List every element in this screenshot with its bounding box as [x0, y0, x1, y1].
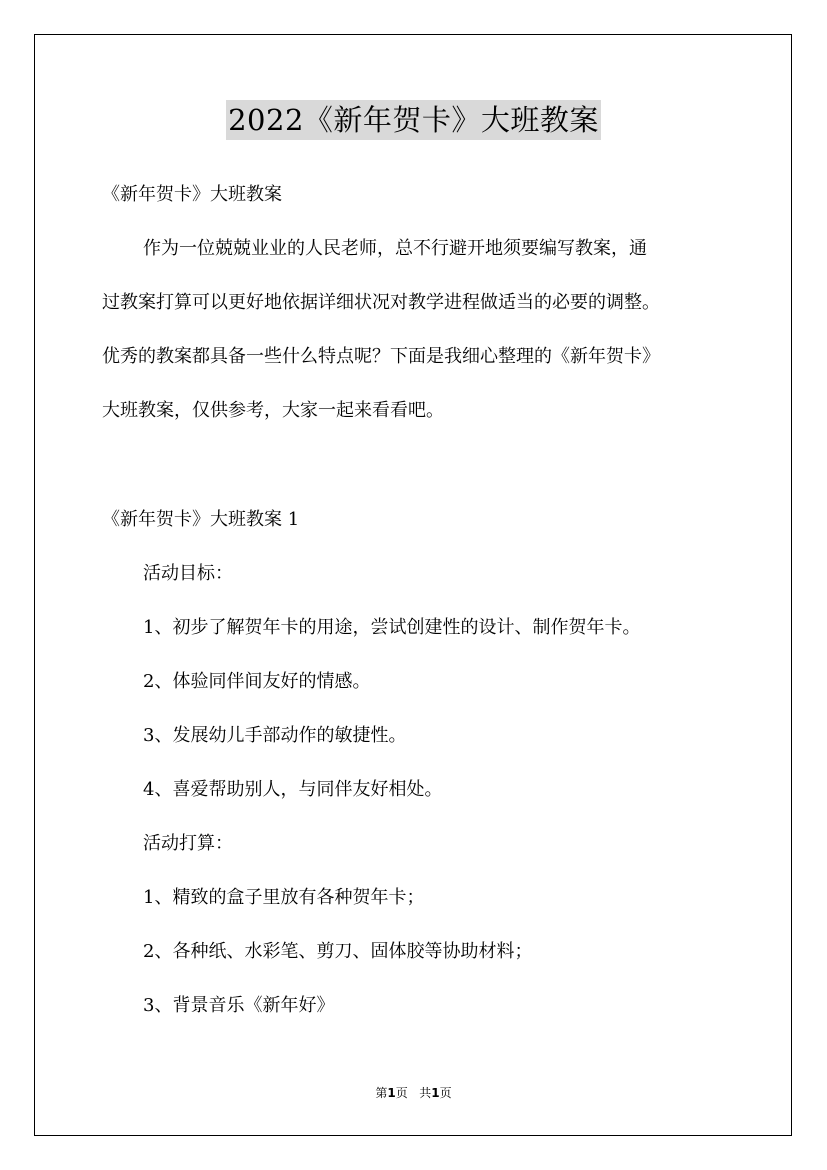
footer-total-number: 1: [431, 1086, 440, 1100]
footer-page-suffix: 页: [395, 1086, 408, 1100]
document-subtitle: 《新年贺卡》大班教案: [102, 184, 282, 205]
document-title: 2022《新年贺卡》大班教案: [226, 100, 601, 140]
footer-page-prefix: 第: [375, 1086, 388, 1100]
title-container: [0, 100, 827, 140]
page-footer: [0, 1085, 827, 1101]
goal-item: 3、发展幼儿手部动作的敏捷性。: [143, 725, 407, 746]
section-heading: 《新年贺卡》大班教案 1: [102, 509, 300, 530]
intro-line: 作为一位兢兢业业的人民老师，总不行避开地须要编写教案，通: [143, 238, 647, 259]
goal-item: 2、体验同伴间友好的情感。: [143, 671, 371, 692]
goal-item: 1、初步了解贺年卡的用途，尝试创建性的设计、制作贺年卡。: [143, 617, 641, 638]
intro-line: 过教案打算可以更好地依据详细状况对教学进程做适当的必要的调整。: [102, 292, 660, 313]
prep-item: 3、背景音乐《新年好》: [143, 995, 335, 1016]
footer-total-suffix: 页: [439, 1086, 452, 1100]
intro-line: 优秀的教案都具备一些什么特点呢？下面是我细心整理的《新年贺卡》: [102, 346, 660, 367]
goals-label: 活动目标：: [143, 563, 233, 584]
prep-label: 活动打算：: [143, 833, 233, 854]
footer-page-number: 1: [387, 1086, 396, 1100]
footer-total-prefix: 共: [419, 1086, 432, 1100]
intro-line: 大班教案，仅供参考，大家一起来看看吧。: [102, 400, 444, 421]
goal-item: 4、喜爱帮助别人，与同伴友好相处。: [143, 779, 443, 800]
prep-item: 1、精致的盒子里放有各种贺年卡；: [143, 887, 425, 908]
prep-item: 2、各种纸、水彩笔、剪刀、固体胶等协助材料；: [143, 941, 533, 962]
